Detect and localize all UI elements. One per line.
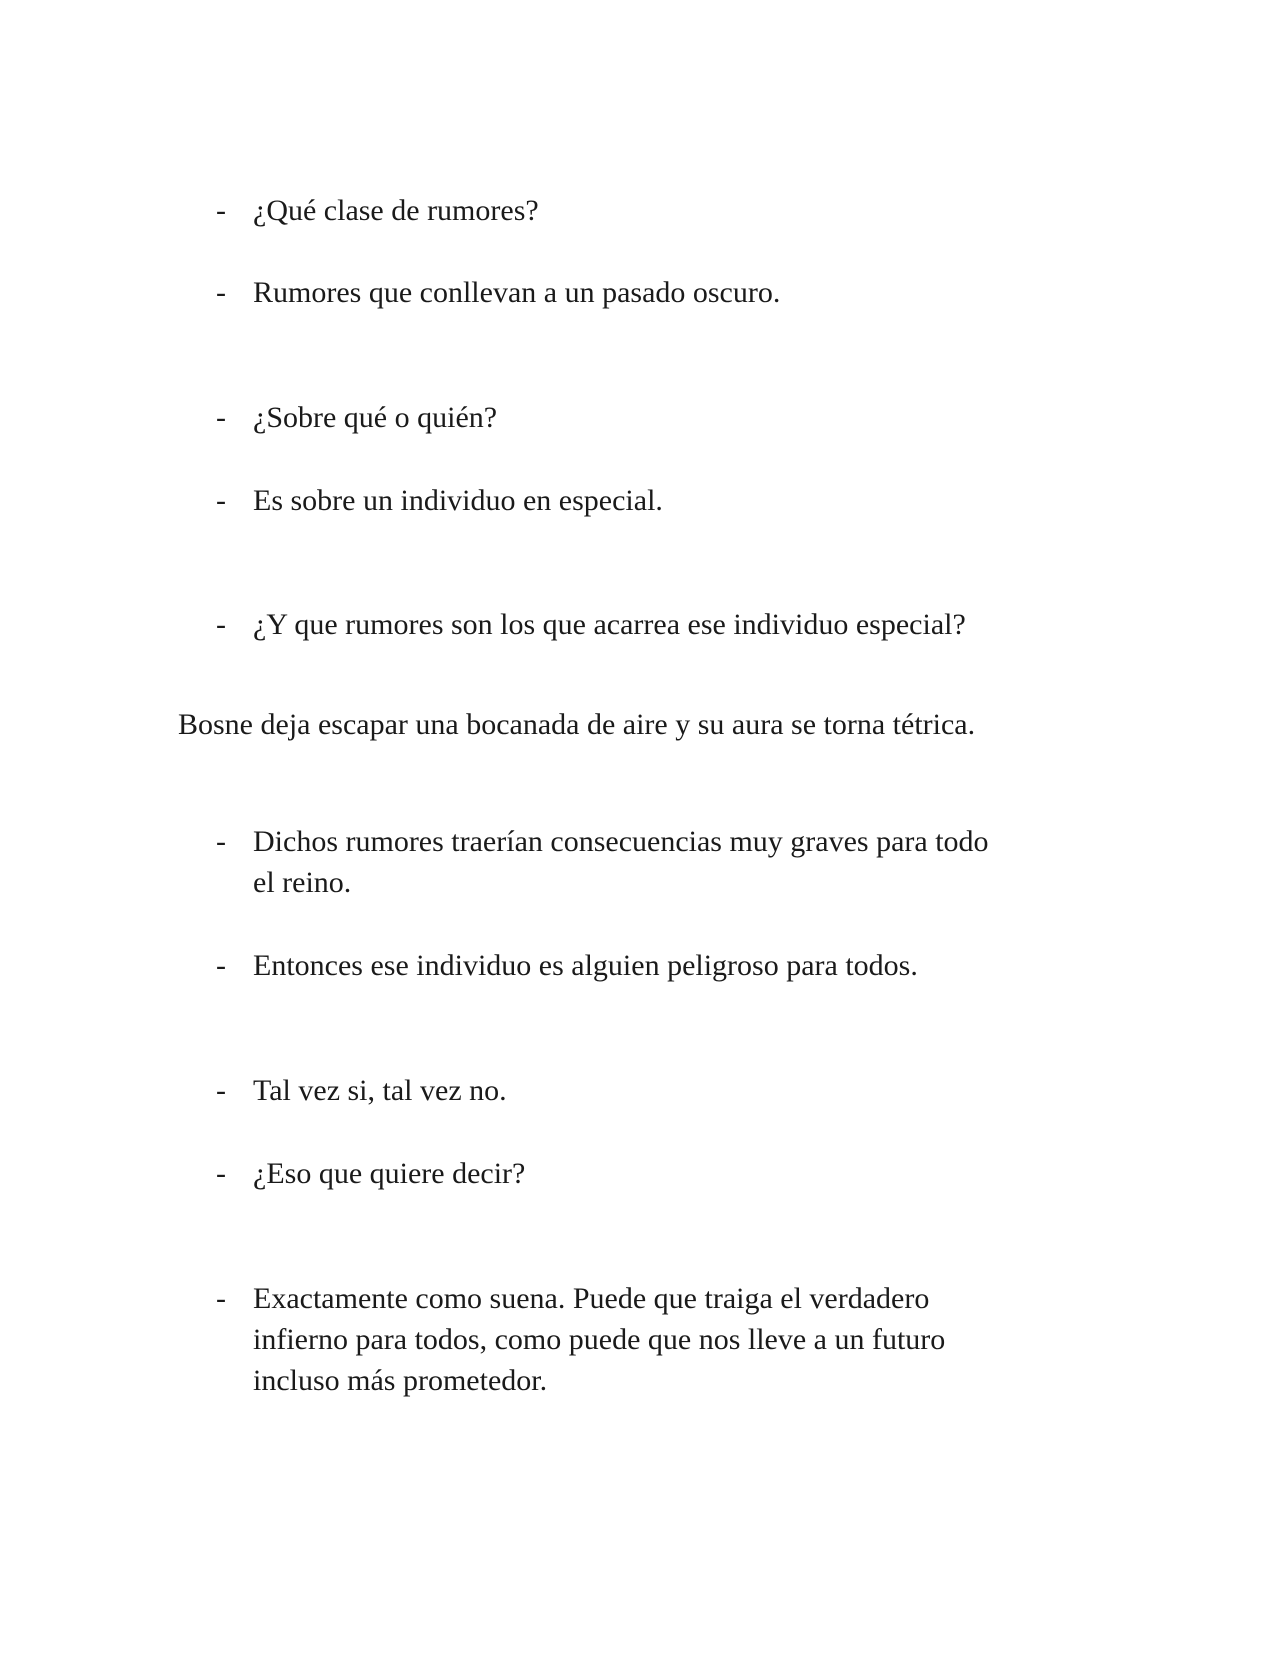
- dialogue-dash: -: [216, 1074, 226, 1107]
- dialogue-dash: -: [216, 949, 226, 982]
- dialogue-dash: -: [216, 194, 226, 227]
- dialogue-text: Es sobre un individuo en especial.: [253, 484, 663, 517]
- dialogue-text-line: Exactamente como suena. Puede que traiga el verdadero: [253, 1282, 930, 1315]
- dialogue-text: Tal vez si, tal vez no.: [253, 1074, 507, 1107]
- dialogue-text: [253, 821, 1113, 903]
- dialogue-text: ¿Qué clase de rumores?: [253, 194, 539, 227]
- dialogue-dash: -: [216, 1157, 226, 1190]
- dialogue-dash: -: [216, 1282, 226, 1315]
- dialogue-text: [253, 1278, 1113, 1401]
- dialogue-text-line: infierno para todos, como puede que nos lleve a un futuro: [253, 1323, 946, 1356]
- dialogue-text: Entonces ese individuo es alguien peligroso para todos.: [253, 949, 918, 982]
- dialogue-dash: -: [216, 401, 226, 434]
- dialogue-text-line: incluso más prometedor.: [253, 1364, 548, 1397]
- narration-paragraph: Bosne deja escapar una bocanada de aire y su aura se torna tétrica.: [178, 708, 976, 741]
- dialogue-text-line: Dichos rumores traerían consecuencias muy graves para todo: [253, 825, 989, 858]
- dialogue-text: ¿Sobre qué o quién?: [253, 401, 498, 434]
- dialogue-dash: -: [216, 608, 226, 641]
- dialogue-text: ¿Y que rumores son los que acarrea ese individuo especial?: [253, 608, 966, 641]
- dialogue-dash: -: [216, 484, 226, 517]
- dialogue-text: Rumores que conllevan a un pasado oscuro.: [253, 276, 781, 309]
- dialogue-dash: -: [216, 825, 226, 858]
- dialogue-text: ¿Eso que quiere decir?: [253, 1157, 526, 1190]
- dialogue-text-line: el reino.: [253, 866, 352, 899]
- dialogue-dash: -: [216, 276, 226, 309]
